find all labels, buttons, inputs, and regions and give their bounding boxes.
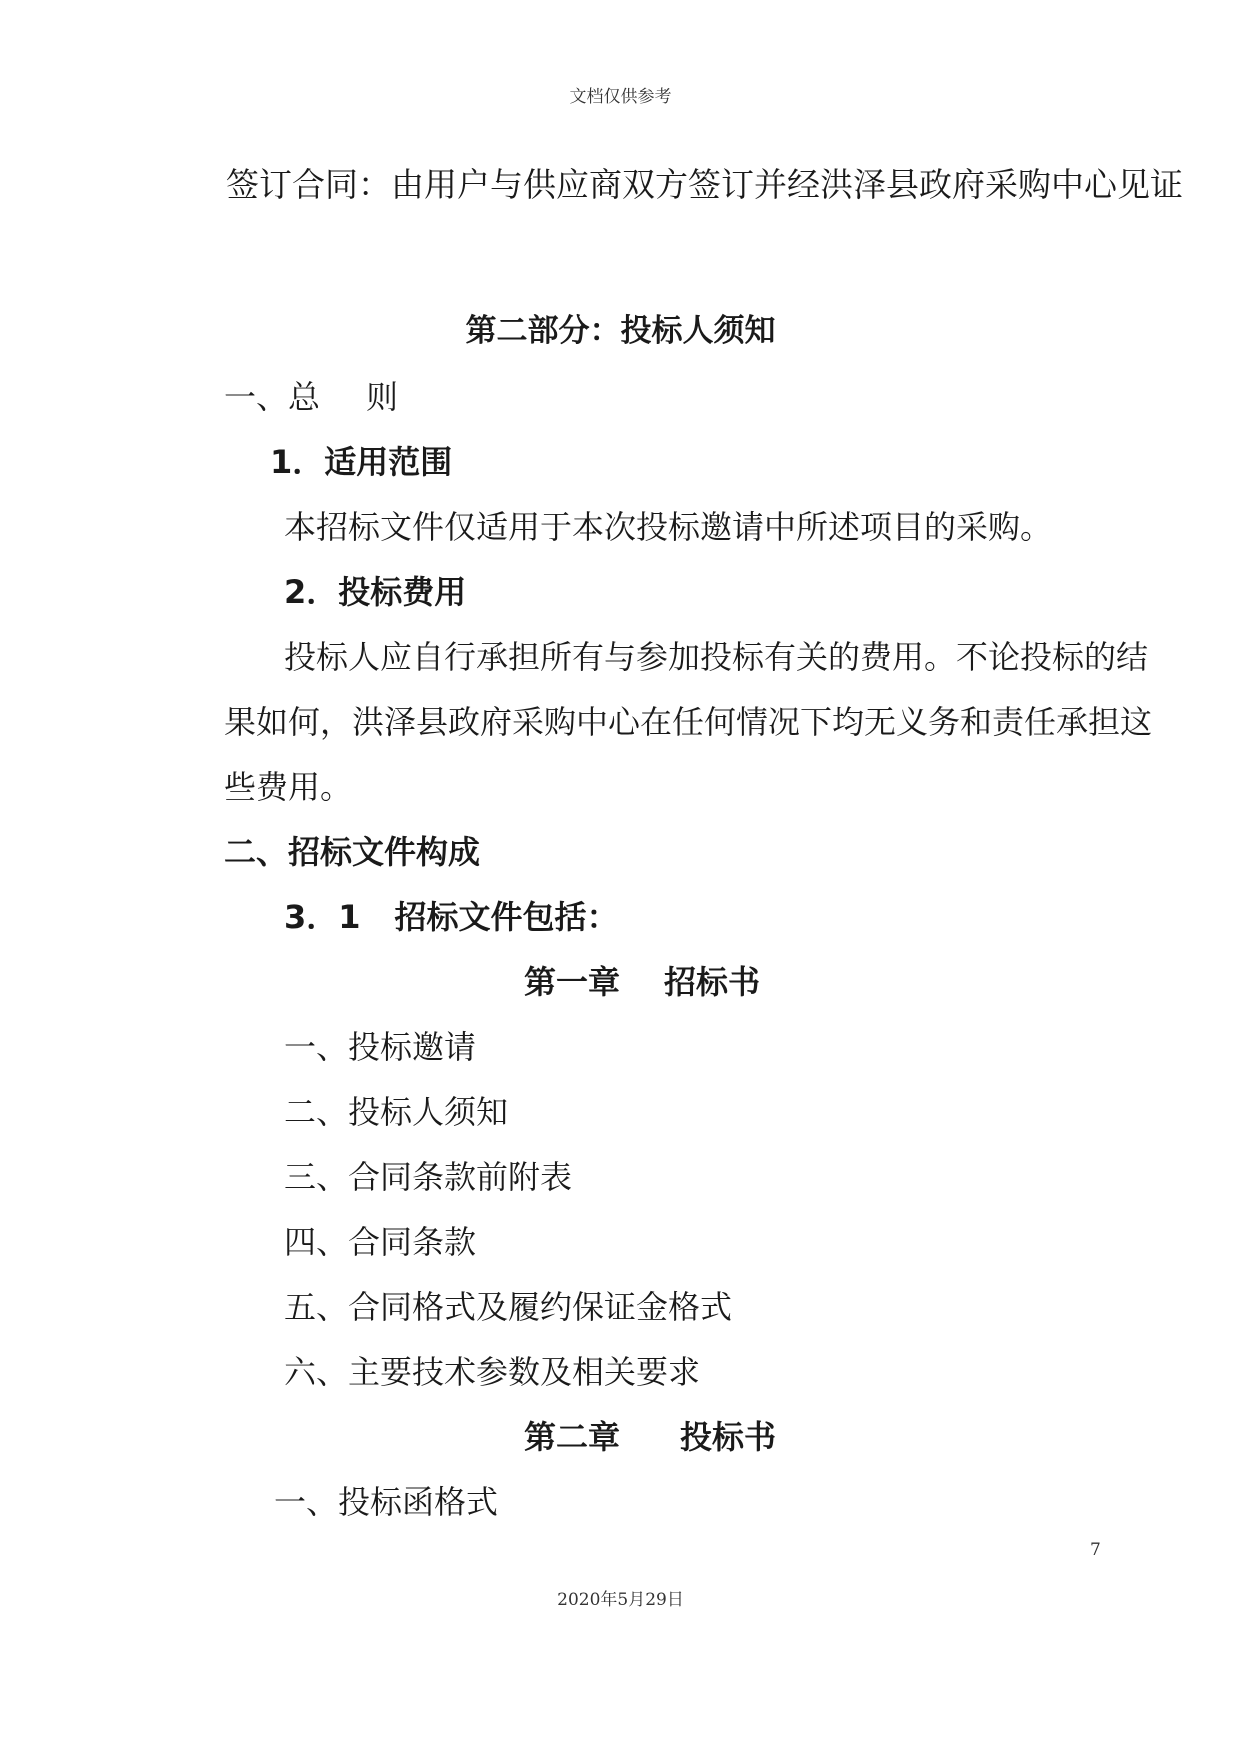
chapter1-item: 六、主要技术参数及相关要求 [284, 1353, 701, 1391]
sign-contract-line: 签订合同：由用户与供应商双方签订并经洪泽县政府采购中心见证 [226, 165, 1183, 204]
item31-text: 招标文件包括： [394, 898, 619, 936]
item1-body: 本招标文件仅适用于本次投标邀请中所述项目的采购。 [284, 508, 1053, 546]
chapter2-title: 投标书 [680, 1418, 777, 1456]
section-general-word: 则 [366, 378, 399, 416]
chapter1-heading [524, 963, 761, 1001]
item31 [284, 898, 619, 936]
chapter1-title: 招标书 [664, 963, 761, 1001]
chapter1-item: 三、合同条款前附表 [284, 1158, 573, 1196]
item2-body-line1: 投标人应自行承担所有与参加投标有关的费用。不论投标的结 [284, 638, 1149, 676]
page-number: 7 [1090, 1540, 1101, 1560]
footer-date: 2020年5月29日 [557, 1590, 684, 1610]
chapter2-item: 一、投标函格式 [274, 1483, 499, 1521]
chapter1-item: 四、合同条款 [284, 1223, 477, 1261]
chapter2-label: 第二章 [524, 1418, 621, 1456]
chapter1-item: 五、合同格式及履约保证金格式 [284, 1288, 733, 1326]
chapter1-label: 第一章 [524, 963, 621, 1001]
item2-body-line2: 果如何，洪泽县政府采购中心在任何情况下均无义务和责任承担这 [224, 703, 1153, 741]
item31-num: 3．1 [284, 898, 361, 936]
chapter1-item: 一、投标邀请 [284, 1028, 477, 1066]
item1-title: 1．适用范围 [270, 443, 453, 481]
item2-title: 2．投标费用 [284, 573, 467, 611]
part-title: 第二部分：投标人须知 [465, 313, 776, 349]
header-note: 文档仅供参考 [569, 87, 672, 107]
section-general-num: 一、总 [224, 378, 321, 416]
section-general [224, 378, 399, 416]
chapter2-heading [524, 1418, 777, 1456]
item2-body-line3: 些费用。 [224, 768, 353, 806]
section2-title: 二、招标文件构成 [224, 833, 481, 871]
chapter1-item: 二、投标人须知 [284, 1093, 509, 1131]
